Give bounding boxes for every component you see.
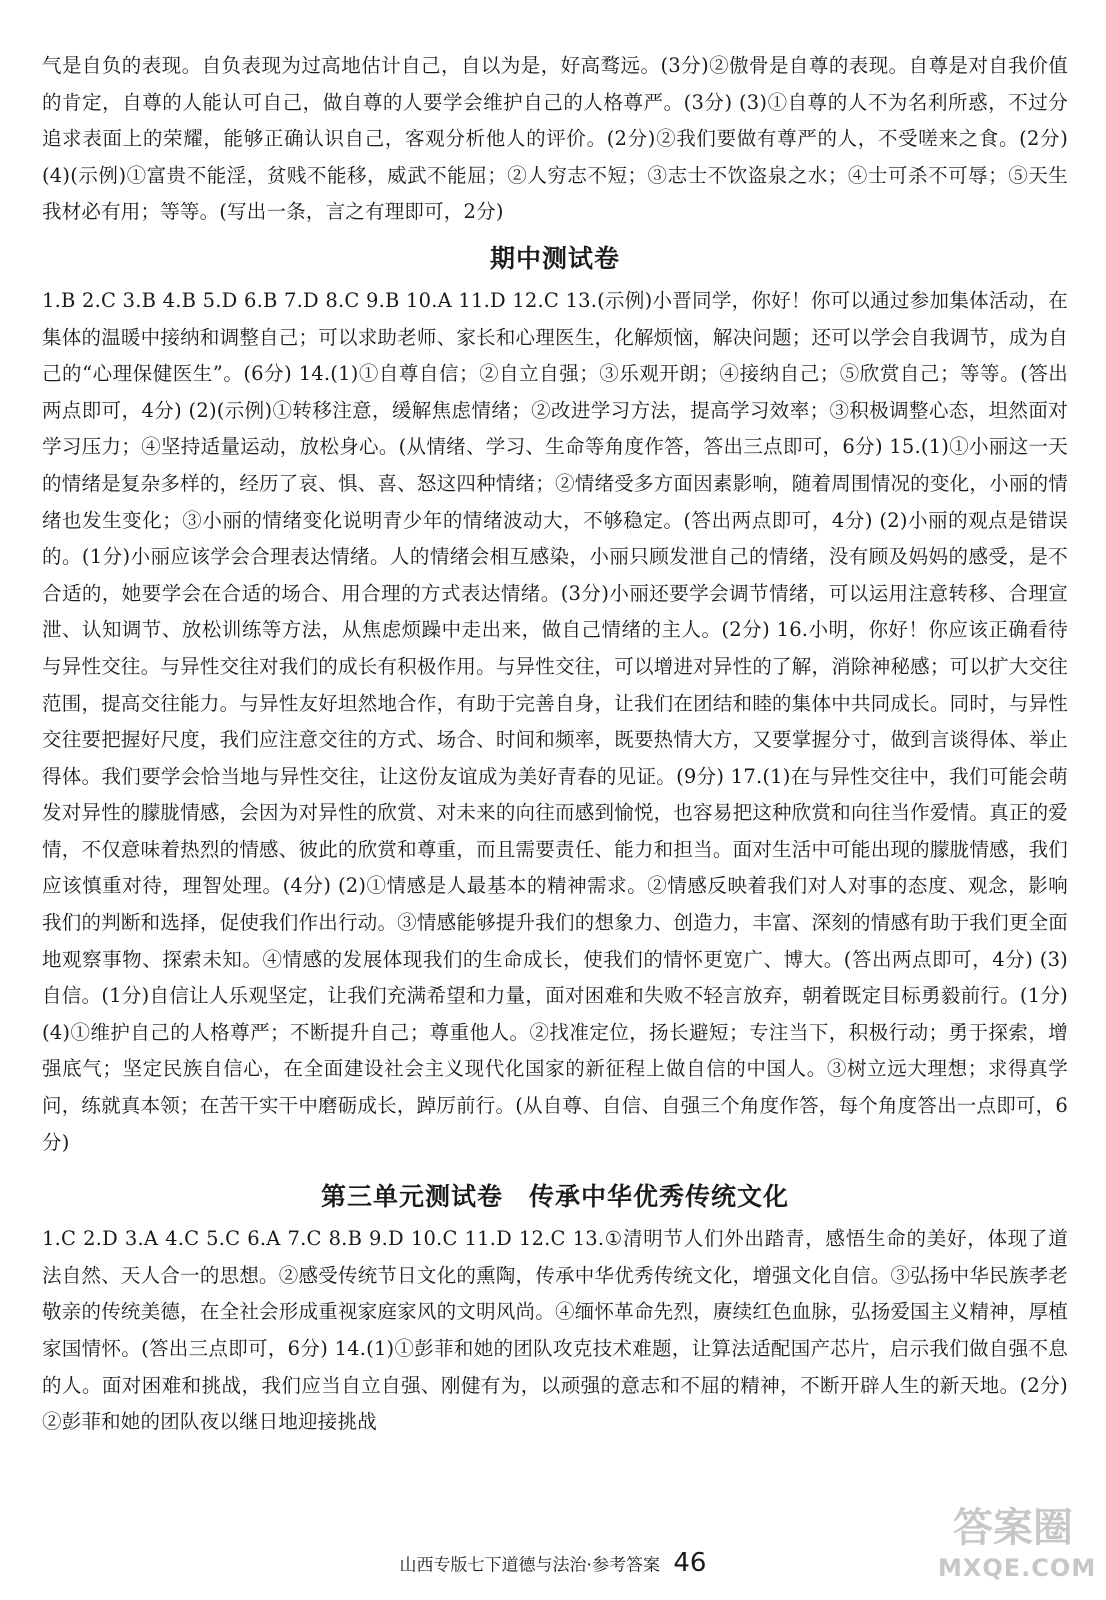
page-number: 46 <box>673 1548 707 1578</box>
book-series-label: 山西专版七下道德与法治·参考答案 <box>399 1555 660 1576</box>
watermark-url: MXQE.COM <box>938 1554 1097 1582</box>
answer-page <box>42 48 1068 1441</box>
watermark-logo <box>938 1502 1097 1592</box>
answer-paragraph-top: 气是自负的表现。自负表现为过高地估计自己，自以为是，好高骛远。(3分)②傲骨是自尊的表现。自尊是对自我价值的肯定，自尊的人能认可自己，做自尊的人要学会维护自己的人格尊严。(3分) (3)①自尊的人不为名利所惑，不过分追求表面上的荣耀，能够正确认识自己，客观分析他人的评价。(2分)②我们要做有尊严的人，不受嗟来之食。(2分) (4)(示例)①富贵不能淫，贫贱不能移，威武不能屈；②人穷志不短；③志士不饮盗泉之水；④士可杀不可辱；⑤天生我材必有用；等等。(写出一条，言之有理即可，2分) <box>42 54 1068 224</box>
section-heading-unit3: 第三单元测试卷 传承中华优秀传统文化 <box>320 1182 789 1212</box>
answer-paragraph-unit3: 1.C 2.D 3.A 4.C 5.C 6.A 7.C 8.B 9.D 10.C 11.D 12.C 13.①清明节人们外出踏青，感悟生命的美好，体现了道法自然、天人合一的思想。②感受传统节日文化的熏陶，传承中华优秀传统文化，增强文化自信。③弘扬中华民族孝老敬亲的传统美德，在全社会形成重视家庭家风的文明风尚。④缅怀革命先烈，赓续红色血脉，弘扬爱国主义精神，厚植家国情怀。(答出三点即可，6分) 14.(1)①彭菲和她的团队攻克技术难题，让算法适配国产芯片，启示我们做自强不息的人。面对困难和挑战，我们应当自立自强、刚健有为，以顽强的意志和不屈的精神，不断开辟人生的新天地。(2分)②彭菲和她的团队夜以继日地迎接挑战 <box>42 1227 1068 1434</box>
section-heading-midterm: 期中测试卷 <box>489 243 620 273</box>
answer-paragraph-midterm: 1.B 2.C 3.B 4.B 5.D 6.B 7.D 8.C 9.B 10.A 11.D 12.C 13.(示例)小晋同学，你好！你可以通过参加集体活动，在集体的温暖中接纳和调整自己；可以求助老师、家长和心理医生，化解烦恼，解决问题；还可以学会自我调节，成为自己的“心理保健医生”。(6分) 14.(1)①自尊自信；②自立自强；③乐观开朗；④接纳自己；⑤欣赏自己；等等。(答出两点即可，4分) (2)(示例)①转移注意，缓解焦虑情绪；②改进学习方法，提高学习效率；③积极调整心态，坦然面对学习压力；④坚持适量运动，放松身心。(从情绪、学习、生命等角度作答，答出三点即可，6分) 15.(1)①小丽这一天的情绪是复杂多样的，经历了哀、惧、喜、怒这四种情绪；②情绪受多方面因素影响，随着周围情况的变化，小丽的情绪也发生变化；③小丽的情绪变化说明青少年的情绪波动大，不够稳定。(答出两点即可，4分) (2)小丽的观点是错误的。(1分)小丽应该学会合理表达情绪。人的情绪会相互感染，小丽只顾发泄自己的情绪，没有顾及妈妈的感受，是不合适的，她要学会在合适的场合、用合理的方式表达情绪。(3分)小丽还要学会调节情绪，可以运用注意转移、合理宣泄、认知调节、放松训练等方法，从焦虑烦躁中走出来，做自己情绪的主人。(2分) 16.小明，你好！你应该正确看待与异性交往。与异性交往对我们的成长有积极作用。与异性交往，可以增进对异性的了解，消除神秘感；可以扩大交往范围，提高交往能力。与异性友好坦然地合作，有助于完善自身，让我们在团结和睦的集体中共同成长。同时，与异性交往要把握好尺度，我们应注意交往的方式、场合、时间和频率，既要热情大方，又要掌握分寸，做到言谈得体、举止得体。我们要学会恰当地与异性交往，让这份友谊成为美好青春的见证。(9分) 17.(1)在与异性交往中，我们可能会萌发对异性的朦胧情感，会因为对异性的欣赏、对未来的向往而感到愉悦，也容易把这种欣赏和向往当作爱情。真正的爱情，不仅意味着热烈的情感、彼此的欣赏和尊重，而且需要责任、能力和担当。面对生活中可能出现的朦胧情感，我们应该慎重对待，理智处理。(4分) (2)①情感是人最基本的精神需求。②情感反映着我们对人对事的态度、观念，影响我们的判断和选择，促使我们作出行动。③情感能够提升我们的想象力、创造力，丰富、深刻的情感有助于我们更全面地观察事物、探索未知。④情感的发展体现我们的生命成长，使我们的情怀更宽广、博大。(答出两点即可，4分) (3)自信。(1分)自信让人乐观坚定，让我们充满希望和力量，面对困难和失败不轻言放弃，朝着既定目标勇毅前行。(1分) (4)①维护自己的人格尊严；不断提升自己；尊重他人。②找准定位，扬长避短；专注当下，积极行动；勇于探索，增强底气；坚定民族自信心，在全面建设社会主义现代化国家的新征程上做自信的中国人。③树立远大理想；求得真学问，练就真本领；在苦干实干中磨砺成长，踔厉前行。(从自尊、自信、自强三个角度作答，每个角度答出一点即可，6分) <box>42 288 1068 1154</box>
watermark-logo-text: 答案圈 <box>953 1505 1073 1551</box>
